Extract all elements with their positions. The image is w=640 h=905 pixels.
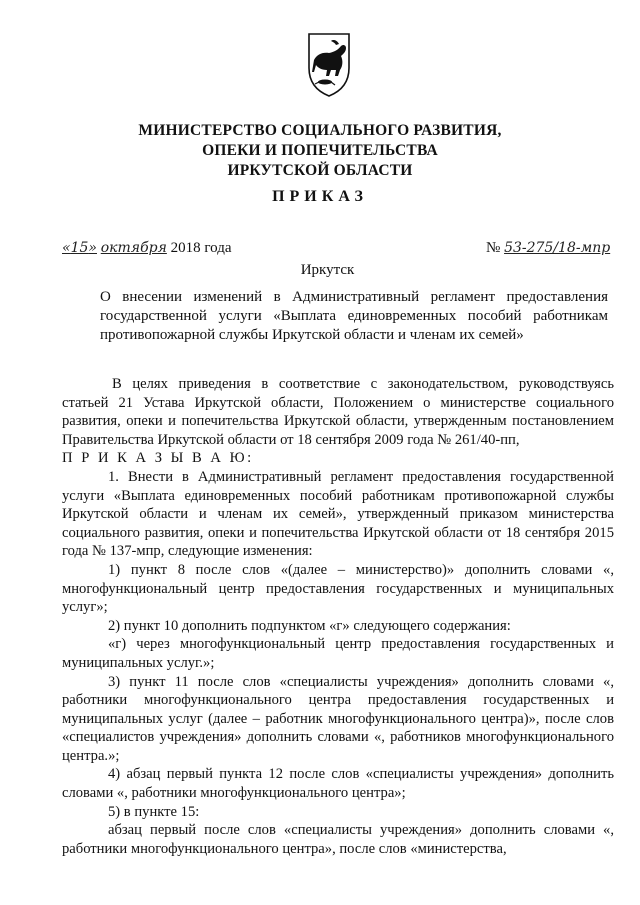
date-quote-close: »	[88, 240, 97, 256]
number-label: №	[486, 240, 501, 256]
city-name: Иркутск	[300, 262, 355, 278]
order-subject: О внесении изменений в Административный регламент предоставления государственной услуги «Выплата единовременных пособий работникам противопожарной службы Иркутской области и членам их семей»	[100, 289, 608, 343]
preamble-paragraph: В целях приведения в соответствие с законодательством, руководствуясь статьей 21 Устава Иркутской области, Положением о министерстве социального развития, опеки и попечительства Иркутской области, утвержденным постановлением Правительства Иркутской области от 18 сентября 2009 года № 261/40-пп,	[62, 376, 614, 448]
ministry-name	[0, 121, 640, 181]
sub-item-4: 4) абзац первый пункта 12 после слов «специалисты учреждения» дополнить словами «, работники многофункционального центра»;	[62, 766, 614, 802]
sub-item-1: 1) пункт 8 после слов «(далее – министерство)» дополнить словами «, многофункциональный центр предоставления государственных и муниципальных услуг»;	[62, 561, 614, 616]
order-word: П Р И К А З Ы В А Ю:	[62, 450, 254, 467]
date-day: 15	[70, 240, 89, 256]
ministry-line-2: ОПЕКИ И ПОПЕЧИТЕЛЬСТВА	[202, 142, 438, 159]
ministry-line-1: МИНИСТЕРСТВО СОЦИАЛЬНОГО РАЗВИТИЯ,	[138, 122, 502, 139]
number-value: 53-275/18-мпр	[504, 240, 611, 256]
sub-item-2: 2) пункт 10 дополнить подпунктом «г» следующего содержания:	[108, 617, 511, 634]
sub-item-2-text: «г) через многофункциональный центр предоставления государственных и муниципальных услуг.»;	[62, 636, 614, 671]
order-date	[62, 240, 232, 257]
sub-item-5-text: абзац первый после слов «специалисты учреждения» дополнить словами «, работники многофункционального центра», после слов «министерства,	[62, 822, 614, 857]
date-month: октября	[100, 240, 167, 256]
date-year: 2018 года	[170, 240, 232, 256]
item-1-paragraph: 1. Внести в Административный регламент предоставления государственной услуги «Выплата единовременных пособий работникам противопожарной службы Иркутской области и членам их семей», утвержденный приказом министерства социального развития, опеки и попечительства Иркутской области от 18 сентября 2015 года № 137-мпр, следующие изменения:	[62, 468, 614, 560]
sub-item-3: 3) пункт 11 после слов «специалисты учреждения» дополнить словами «, работники многофункционального центра предоставления государственных и муниципальных услуг (далее – работник многофункционального центра)», после слов «специалистов учреждения» дополнить словами «, работников многофункционального центра.»;	[62, 673, 614, 764]
coat-of-arms-emblem	[305, 30, 353, 98]
sub-item-5: 5) в пункте 15:	[108, 803, 200, 820]
order-number	[486, 240, 610, 257]
order-body	[62, 375, 614, 858]
document-type-title: ПРИКАЗ	[272, 188, 368, 205]
date-quote-open: «	[62, 240, 71, 256]
ministry-line-3: ИРКУТСКОЙ ОБЛАСТИ	[227, 162, 413, 179]
